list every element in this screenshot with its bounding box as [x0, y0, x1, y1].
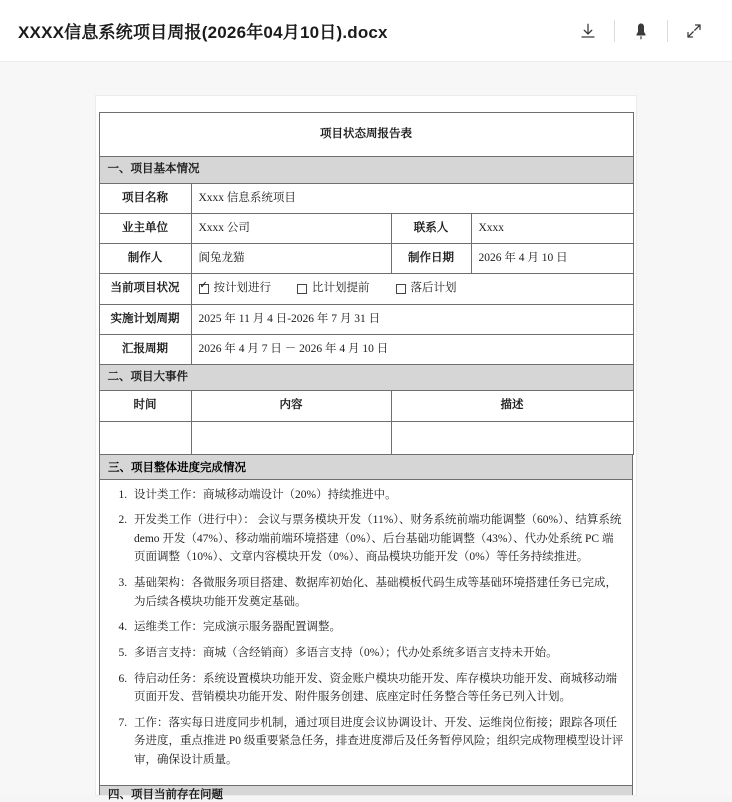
value-project-name: Xxxx 信息系统项目 [191, 183, 633, 213]
section-header-basic-info: 一、项目基本情况 [99, 157, 633, 183]
label-contact: 联系人 [391, 213, 471, 243]
label-plan-period: 实施计划周期 [99, 304, 191, 334]
pin-icon [632, 22, 650, 40]
progress-list [108, 486, 624, 770]
row-plan-period [99, 304, 633, 334]
list-item: 6. 待启动任务：系统设置模块功能开发、资金账户模块功能开发、库存模块功能开发、商城移动端页面开发、营销模块功能开发、附件服务创建、底座定时任务整合等任务已列入计划。 [130, 670, 624, 707]
label-owner: 业主单位 [99, 213, 191, 243]
events-cell-desc [391, 421, 633, 454]
list-item: 7. 工作：落实每日进度同步机制，通过项目进度会议协调设计、开发、运维岗位衔接；跟踪各项任务进度，重点推进 P0 级重要紧急任务，排查进度滞后及任务暂停风险；组织完成物理模型设计评审，确保设计质量。 [130, 714, 624, 770]
list-item: 3. 基础架构：各微服务项目搭建、数据库初始化、基础模板代码生成等基础环境搭建任务已完成，为后续各模块功能开发奠定基础。 [130, 574, 624, 611]
section-header-issues: 四、项目当前存在问题 [99, 786, 633, 795]
status-option-label-0: 按计划进行 [213, 282, 271, 295]
checkbox-checked-icon [199, 284, 209, 294]
value-contact: Xxxx [471, 213, 633, 243]
checkbox-empty-icon-2 [396, 284, 406, 294]
value-report-period: 2026 年 4 月 7 日 － 2026 年 4 月 10 日 [191, 334, 633, 364]
label-project-name: 项目名称 [99, 183, 191, 213]
report-title-row [99, 113, 633, 157]
status-option-behind[interactable] [396, 280, 457, 297]
checkbox-empty-icon [297, 284, 307, 294]
status-option-ahead[interactable] [297, 280, 370, 297]
status-option-on-plan[interactable] [199, 280, 272, 297]
row-report-period [99, 334, 633, 364]
report-table [99, 112, 634, 455]
row-status [99, 274, 633, 304]
list-item: 1. 设计类工作：商城移动端设计（20%）持续推进中。 [130, 486, 624, 505]
label-author: 制作人 [99, 244, 191, 274]
events-col-desc: 描述 [391, 391, 633, 421]
download-icon [579, 22, 597, 40]
download-button[interactable] [568, 11, 608, 51]
list-item: 2. 开发类工作（进行中）： 会议与票务模块开发（11%）、财务系统前端功能调整（60%）、结算系统 demo 开发（47%）、移动端前端环境搭建（0%）、后台基础功能调整（43%）、代办处系统 PC 端页面调整（10%）、文章内容模块开发（0%）、商品模块功能开发（0%）等任务持续推进。 [130, 511, 624, 567]
status-option-label-2: 落后计划 [410, 282, 457, 295]
events-cell-content [191, 421, 391, 454]
events-header-row [99, 391, 633, 421]
page-title: XXXX信息系统项目周报(2026年04月10日).docx [18, 23, 388, 42]
status-option-label-1: 比计划提前 [312, 282, 370, 295]
events-col-time: 时间 [99, 391, 191, 421]
section-1-header-row [99, 157, 633, 183]
value-owner: Xxxx 公司 [191, 213, 391, 243]
document-page [96, 96, 636, 801]
report-title: 项目状态周报告表 [99, 113, 633, 157]
label-date: 制作日期 [391, 244, 471, 274]
expand-button[interactable] [674, 11, 714, 51]
list-item: 5. 多语言支持：商城（含经销商）多语言支持（0%）；代办处系统多语言支持未开始。 [130, 644, 624, 663]
toolbar-actions [568, 11, 714, 51]
events-col-content: 内容 [191, 391, 391, 421]
value-status [191, 274, 633, 304]
list-item: 4. 运维类工作：完成演示服务器配置调整。 [130, 618, 624, 637]
label-report-period: 汇报周期 [99, 334, 191, 364]
document-scroll-area[interactable] [0, 62, 732, 801]
toolbar-divider-2 [667, 20, 668, 42]
row-author [99, 244, 633, 274]
section-header-progress: 三、项目整体进度完成情况 [99, 455, 633, 480]
expand-icon [685, 22, 703, 40]
pin-button[interactable] [621, 11, 661, 51]
label-status: 当前项目状况 [99, 274, 191, 304]
section-2-header-row [99, 365, 633, 391]
row-project-name [99, 183, 633, 213]
value-plan-period: 2025 年 11 月 4 日-2026 年 7 月 31 日 [191, 304, 633, 334]
table-row [99, 421, 633, 454]
value-date: 2026 年 4 月 10 日 [471, 244, 633, 274]
toolbar-divider [614, 20, 615, 42]
events-cell-time [99, 421, 191, 454]
progress-list-container [99, 480, 633, 786]
value-author: 阆兔龙猫 [191, 244, 391, 274]
top-bar [0, 0, 732, 62]
section-header-events: 二、项目大事件 [99, 365, 633, 391]
row-owner [99, 213, 633, 243]
